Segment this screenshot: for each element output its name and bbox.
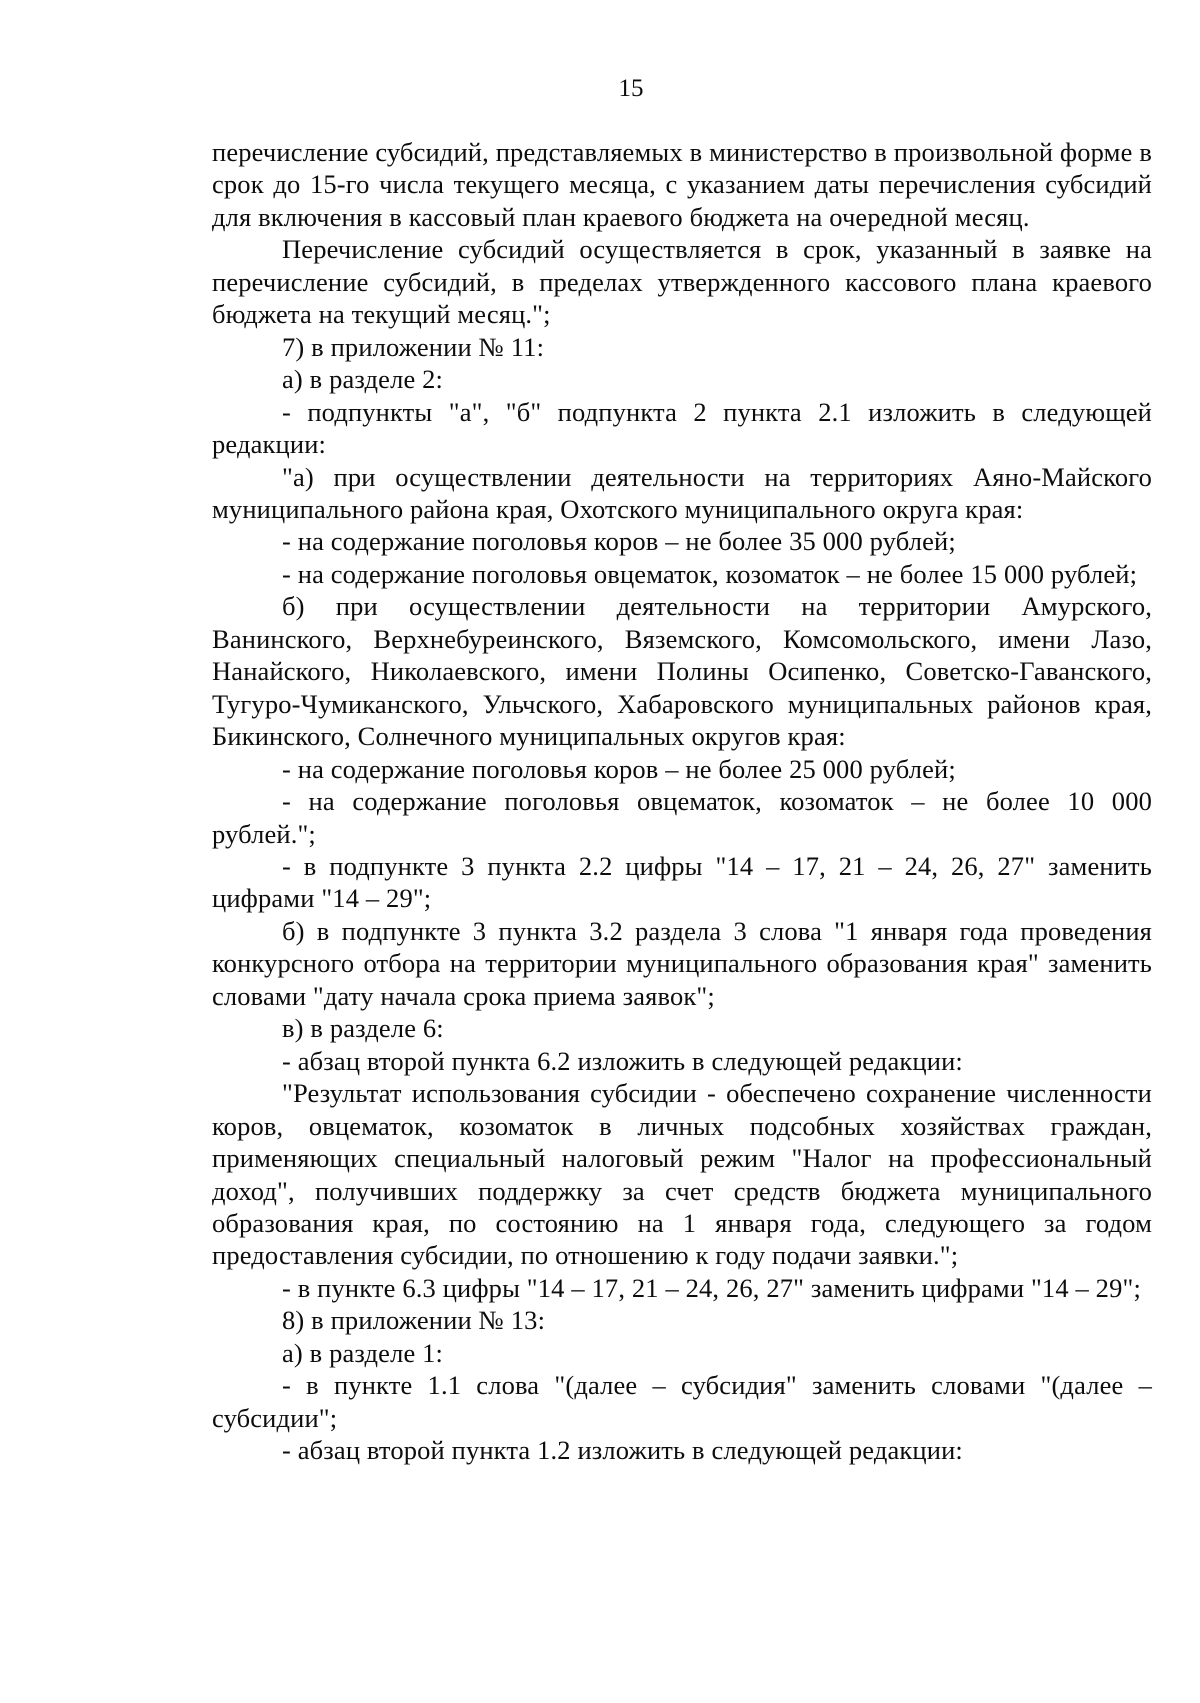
paragraph-4: а) в разделе 2: xyxy=(282,364,444,395)
paragraph-12: - в подпункте 3 пункта 2.2 цифры "14 – 17, 21 – 24, 26, 27" заменить цифрами "14 – 29"; xyxy=(212,850,1152,914)
paragraph-2: Перечисление субсидий осуществляется в срок, указанный в заявке на перечисление субсидий, в пределах утвержденного кассового плана краевого бюджета на текущий месяц."; xyxy=(212,234,1152,330)
paragraph-21: - абзац второй пункта 1.2 изложить в следующей редакции: xyxy=(282,1435,963,1466)
page-number: 15 xyxy=(618,75,644,102)
paragraph-1: перечисление субсидий, представляемых в министерство в произвольной форме в срок до 15-го числа текущего месяца, с указанием даты перечисления субсидий для включения в кассовый план краевого бюджета на очередной месяц. xyxy=(212,137,1152,232)
paragraph-10: - на содержание поголовья коров – не более 25 000 рублей; xyxy=(282,753,956,784)
paragraph-13: б) в подпункте 3 пункта 3.2 раздела 3 слова "1 января года проведения конкурсного отбора на территории муниципального образования края" заменить словами "дату начала срока приема заявок"; xyxy=(212,915,1152,1011)
paragraph-18: 8) в приложении № 13: xyxy=(282,1305,546,1336)
paragraph-8: - на содержание поголовья овцематок, козоматок – не более 15 000 рублей; xyxy=(282,558,1138,589)
paragraph-20: - в пункте 1.1 слова "(далее – субсидия" заменить словами "(далее – субсидии"; xyxy=(212,1370,1152,1433)
paragraph-3: 7) в приложении № 11: xyxy=(282,331,545,362)
paragraph-19: а) в разделе 1: xyxy=(282,1337,444,1368)
document-body xyxy=(212,136,1152,1467)
paragraph-14: в) в разделе 6: xyxy=(282,1013,444,1044)
paragraph-15: - абзац второй пункта 6.2 изложить в следующей редакции: xyxy=(282,1045,963,1076)
paragraph-5: - подпункты "а", "б" подпункта 2 пункта 2.1 изложить в следующей редакции: xyxy=(212,396,1152,460)
paragraph-11: - на содержание поголовья овцематок, козоматок – не более 10 000 рублей."; xyxy=(212,786,1152,849)
paragraph-7: - на содержание поголовья коров – не более 35 000 рублей; xyxy=(282,526,956,557)
paragraph-16: "Результат использования субсидии - обеспечено сохранение численности коров, овцематок, козоматок в личных подсобных хозяйствах граждан, применяющих специальный налоговый режим "Налог на профессиональный доход", получивших поддержку за счет средств бюджета муниципального образования края, по состоянию на 1 января года, следующего за годом предоставления субсидии, по отношению к году подачи заявки."; xyxy=(212,1078,1152,1271)
paragraph-9: б) при осуществлении деятельности на территории Амурского, Ванинского, Верхнебуреинского, Вяземского, Комсомольского, имени Лазо, Нанайского, Николаевского, имени Полины Осипенко, Советско-Гаванского, Тугуро-Чумиканского, Ульчского, Хабаровского муниципальных районов края, Бикинского, Солнечного муниципальных округов края: xyxy=(212,591,1152,752)
paragraph-17: - в пункте 6.3 цифры "14 – 17, 21 – 24, 26, 27" заменить цифрами "14 – 29"; xyxy=(282,1272,1141,1303)
paragraph-6: "а) при осуществлении деятельности на территориях Аяно-Майского муниципального района края, Охотского муниципального округа края: xyxy=(212,461,1152,524)
